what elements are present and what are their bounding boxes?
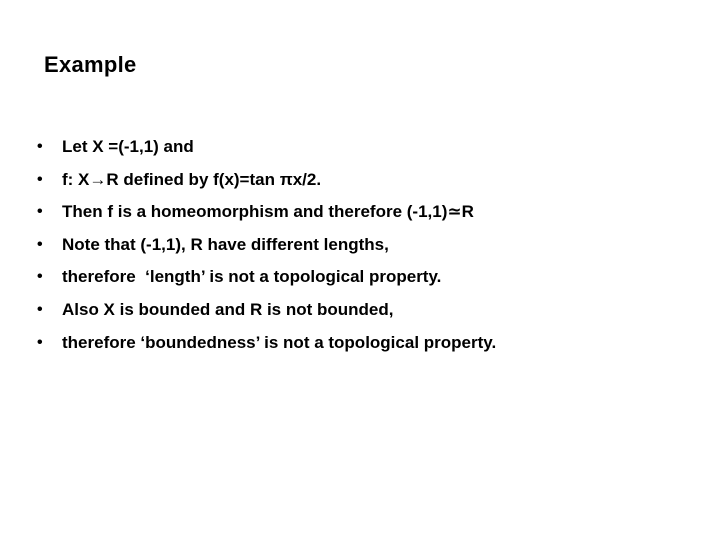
bullet-marker: • [37, 235, 43, 253]
bullet-marker: • [37, 170, 43, 188]
bullet-text: Note that (-1,1), R have different lengths, [62, 234, 389, 254]
bullet-item [0, 332, 720, 365]
slide-title: Example [44, 52, 137, 77]
bullet-text: therefore ‘boundedness’ is not a topological property. [62, 332, 497, 352]
bullet-item [0, 201, 720, 234]
bullet-marker: • [37, 138, 43, 155]
bullet-item [0, 136, 720, 169]
bullet-text: Let X =(-1,1) and [62, 137, 194, 156]
bullet-item [0, 169, 720, 202]
bullet-marker: • [37, 333, 43, 351]
bullet-item [0, 234, 720, 267]
bullet-text: f: X→R defined by f(x)=tan πx/2. [62, 169, 322, 189]
bullet-text: Then f is a homeomorphism and therefore (-1,1)≃R [62, 202, 474, 222]
bullet-list [0, 136, 720, 364]
bullet-item [0, 266, 720, 299]
bullet-marker: • [37, 203, 43, 221]
bullet-text: Also X is bounded and R is not bounded, [62, 299, 394, 319]
bullet-item [0, 299, 720, 332]
bullet-marker: • [37, 300, 43, 318]
bullet-marker: • [37, 268, 43, 286]
bullet-text: therefore ‘length’ is not a topological property. [62, 267, 442, 287]
